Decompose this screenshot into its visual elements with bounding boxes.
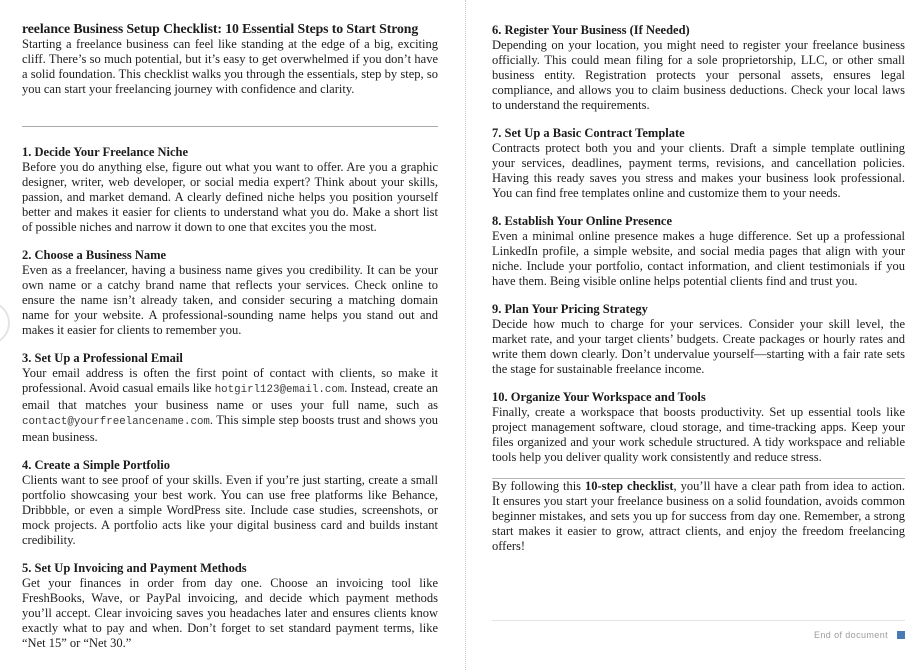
email-example-casual: hotgirl123@email.com [214,384,345,396]
section-9 [492,302,905,377]
footer-rule [492,620,905,621]
closing-text: , you’ll have a clear path from idea to action. It ensures you start your freelance business on a solid foundation, avoids common beginner mistakes, and sets you up for success from day one. Remember, a strong start makes it easier to grow, attract clients, and enjoy the freedom freelancing offers! [492,479,905,553]
section-body: Depending on your location, you might need to register your freelance business officially. This could mean filing for a sole proprietorship, LLC, or other small business entity. Registration protects your personal assets, ensures legal compliance, and allows you to claim business deductions. Check your local laws to understand the requirements. [492,38,905,112]
section-body-text: Your email address is often the first point of contact with clients, so make it professional. Avoid casual emails like [22,366,438,395]
end-of-document-marker-icon [897,631,905,639]
document-title: reelance Business Setup Checklist: 10 Essential Steps to Start Strong [22,21,419,36]
section-8 [492,214,905,289]
section-body: Before you do anything else, figure out what you want to offer. Are you a graphic designer, writer, web developer, or social media expert? Think about your skills, passion, and market demand. A clearly defined niche helps you position yourself better and makes it easier for clients to understand what you do. Make a short list of possible niches and narrow it down to one that excites you the most. [22,160,438,234]
section-3 [22,351,438,445]
section-heading: 8. Establish Your Online Presence [492,214,672,228]
section-body-text: . This simple step boosts trust and shows you mean business. [22,413,438,444]
section-heading: 7. Set Up a Basic Contract Template [492,126,685,140]
closing-bold-phrase: 10-step checklist [584,479,674,493]
section-body: Contracts protect both you and your clients. Draft a simple template outlining your services, deadlines, payment terms, revisions, and cancellation policies. Having this ready saves you stress and makes your business look professional. You can find free templates online and customize them to your needs. [492,141,905,200]
section-body: Even a minimal online presence makes a huge difference. Set up a professional LinkedIn profile, a simple website, and social media pages that align with your niche. Include your portfolio, contact information, and client testimonials if you have them. Being visible online helps potential clients find and trust you. [492,229,905,288]
section-1 [22,145,438,235]
section-body: Decide how much to charge for your services. Consider your skill level, the market rate, and your target clients’ budgets. Create packages or hourly rates and write them down clearly. Don’t undervalue yourself—starting with a fair rate sets the stage for sustainable freelance income. [492,317,905,376]
section-heading: 10. Organize Your Workspace and Tools [492,390,706,404]
section-heading: 9. Plan Your Pricing Strategy [492,302,648,316]
end-of-document-label: End of document [813,630,888,640]
closing-block [492,478,905,554]
section-heading: 6. Register Your Business (If Needed) [492,23,690,37]
sections-right [492,23,905,554]
section-body-text: . Instead, create an email that matches your business name or uses your full name, such as [22,381,438,412]
section-divider-rule [22,126,438,127]
right-column [492,0,905,554]
closing-paragraph [492,479,905,554]
sections-left [22,145,438,651]
section-6 [492,23,905,113]
section-body: Get your finances in order from day one. Choose an invoicing tool like FreshBooks, Wave, or PayPal invoicing, and decide which payment methods you’ll accept. Clear invoicing saves you headaches later and ensures clients know exactly what to pay and when. Don’t forget to set standard payment terms, like “Net 15” or “Net 30.” [22,576,438,650]
section-heading: 5. Set Up Invoicing and Payment Methods [22,561,247,575]
section-body: Clients want to see proof of your skills. Even if you’re just starting, create a small portfolio showcasing your best work. You can use free platforms like Behance, Dribbble, or even a simple WordPress site. Include case studies, screenshots, or mock projects. A portfolio acts like your digital business card and builds instant credibility. [22,473,438,547]
section-heading: 3. Set Up a Professional Email [22,351,183,365]
closing-text: By following this [492,479,585,493]
end-of-document-row [492,630,905,640]
section-body: Finally, create a workspace that boosts productivity. Set up essential tools like project management software, cloud storage, and time-tracking apps. Keep your files organized and your work schedule structured. A tidy workspace and reliable tools help you deliver quality work consistently and reduce stress. [492,405,905,464]
section-7 [492,126,905,201]
intro-paragraph: Starting a freelance business can feel like standing at the edge of a big, exciting cliff. There’s so much potential, but it’s easy to get overwhelmed if you don’t have a solid foundation. This checklist walks you through the essentials, step by step, so you can start your freelancing journey with confidence and clarity. [22,37,438,96]
section-10 [492,390,905,465]
section-heading: 4. Create a Simple Portfolio [22,458,170,472]
clipped-circle-decoration [0,301,10,345]
section-5 [22,561,438,651]
section-heading: 1. Decide Your Freelance Niche [22,145,189,159]
section-heading: 2. Choose a Business Name [22,248,167,262]
section-body [22,366,438,445]
email-example-professional: contact@yourfreelancename.com [22,416,210,428]
section-body: Even as a freelancer, having a business name gives you credibility. It can be your own name or a catchy brand name that reflects your services. Check online to ensure the name isn’t already taken, and consider securing a matching domain name for your website. A professional-sounding name helps you stand out and makes it easier for clients to remember you. [22,263,438,337]
section-2 [22,248,438,338]
left-column [22,0,438,664]
section-4 [22,458,438,548]
column-divider [465,0,466,670]
